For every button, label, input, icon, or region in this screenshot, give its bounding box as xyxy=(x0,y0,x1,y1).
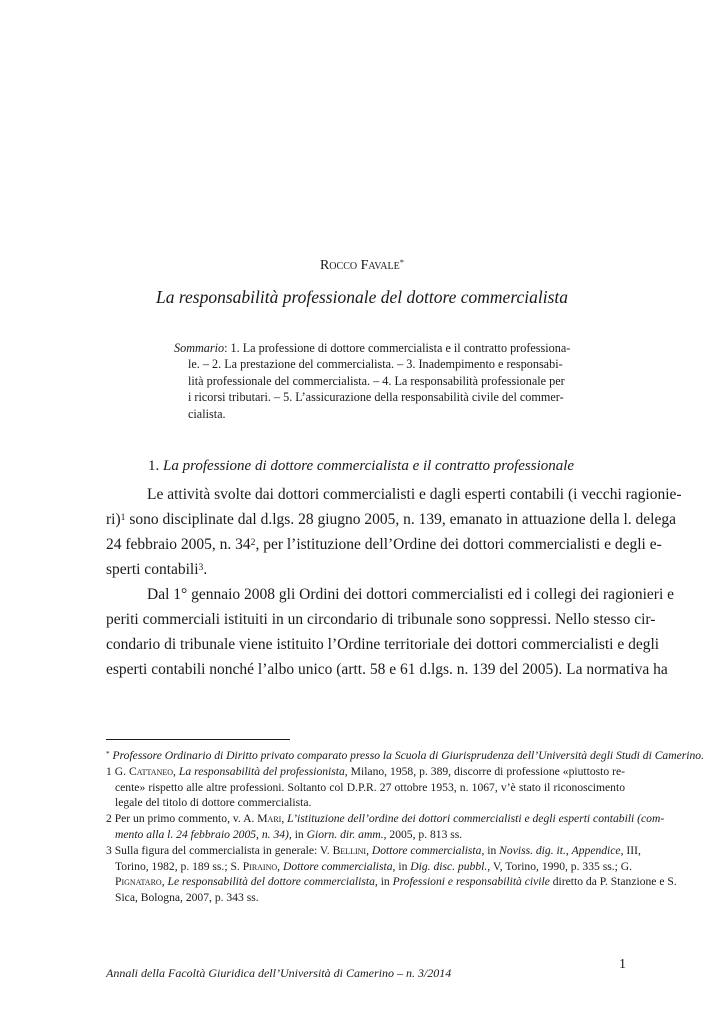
running-footer: Annali della Facoltà Giuridica dell’Università di Camerino – n. 3/2014 xyxy=(106,966,452,980)
section-heading xyxy=(148,458,574,475)
footnote-2: 2 Per un primo commento, v. A. Mari, L’istituzione dell’ordine dei dottori commercialisti e degli esperti contabili (com- xyxy=(106,812,665,826)
summary-line: lità professionale del commercialista. – 4. La responsabilità professionale per xyxy=(188,373,565,388)
body-line: periti commerciali istituiti in un circondario di tribunale sono soppressi. Nello stesso cir- xyxy=(106,611,656,628)
footnote-1: 1 G. Cattaneo, La responsabilità del professionista, Milano, 1958, p. 389, discorre di professione «piuttosto re- xyxy=(106,764,626,778)
footnote-star: * Professore Ordinario di Diritto privato comparato presso la Scuola di Giurisprudenza dell’Università degli Studi di Camerino. xyxy=(106,749,704,762)
summary xyxy=(174,340,571,422)
body-line: 24 febbraio 2005, n. $34^2$, per l’istituzione dell’Ordine dei dottori commercialisti e degli e- xyxy=(106,536,662,553)
footnote-separator xyxy=(106,739,290,740)
footnote-3-line: Sica, Bologna, 2007, p. 343 ss. xyxy=(115,891,259,905)
section-number: 1. xyxy=(148,458,160,474)
page-number: 1 xyxy=(619,957,626,972)
summary-line: le. – 2. La prestazione del commercialista. – 3. Inadempimento e responsabi- xyxy=(188,357,563,372)
summary-line: cialista. xyxy=(188,406,226,421)
article-title: La responsabilità professionale del dottore commercialista xyxy=(155,287,569,307)
body-line: Le attività svolte dai dottori commercialisti e dagli esperti contabili (i vecchi ragionie- xyxy=(147,486,682,503)
footnote-3: 3 Sulla figura del commercialista in generale: V. Bellini, Dottore commercialista, in Noviss. dig. it., Appendice, III, xyxy=(106,843,641,857)
footnote-ref: 3 xyxy=(198,561,204,573)
body-line: sperti contabili$^3$. xyxy=(106,561,208,578)
body-line: condario di tribunale viene istituito l’Ordine territoriale dei dottori commercialisti e degli xyxy=(106,636,660,653)
footnote-ref: 2 xyxy=(250,536,256,548)
section-title: La professione di dottore commercialista e il contratto professionale xyxy=(163,458,575,474)
summary-label: Sommario xyxy=(174,341,225,355)
author-footnote-mark: * xyxy=(399,257,405,268)
footnote-ref: 1 xyxy=(120,511,126,523)
footnote-1-line: legale del titolo di dottore commercialista. xyxy=(115,796,312,810)
summary-line: Sommario: 1. La professione di dottore commercialista e il contratto professiona- xyxy=(174,341,571,355)
footnote-1-line: cente» rispetto alle altre professioni. Soltanto col D.P.R. 27 ottobre 1953, n. 1067, v’è stato il riconoscimento xyxy=(115,780,625,794)
footnote-3-line: Pignataro, Le responsabilità del dottore commercialista, in Professioni e responsabilità civile diretto da P. Stanzione e S. xyxy=(115,875,677,889)
author-name: Rocco Favale* xyxy=(319,257,405,273)
summary-line: i ricorsi tributari. – 5. L’assicurazione della responsabilità civile del commer- xyxy=(188,390,564,405)
footnotes xyxy=(106,748,704,906)
body-line: ri)$^1$ sono disciplinate dal d.lgs. 28 giugno 2005, n. 139, emanato in attuazione della l. delega xyxy=(106,511,676,528)
footnote-2-line: mento alla l. 24 febbraio 2005, n. 34), in Giorn. dir. amm., 2005, p. 813 ss. xyxy=(115,827,463,841)
footnote-3-line: Torino, 1982, p. 189 ss.; S. Piraino, Dottore commercialista, in Dig. disc. pubbl., V, Torino, 1990, p. 335 ss.; G. xyxy=(115,859,633,873)
body-line: esperti contabili nonché l’albo unico (artt. 58 e 61 d.lgs. n. 139 del 2005). La normativa ha xyxy=(106,661,668,678)
body-line: Dal 1° gennaio 2008 gli Ordini dei dottori commercialisti ed i collegi dei ragionieri e xyxy=(147,586,675,603)
body-text xyxy=(106,482,682,682)
